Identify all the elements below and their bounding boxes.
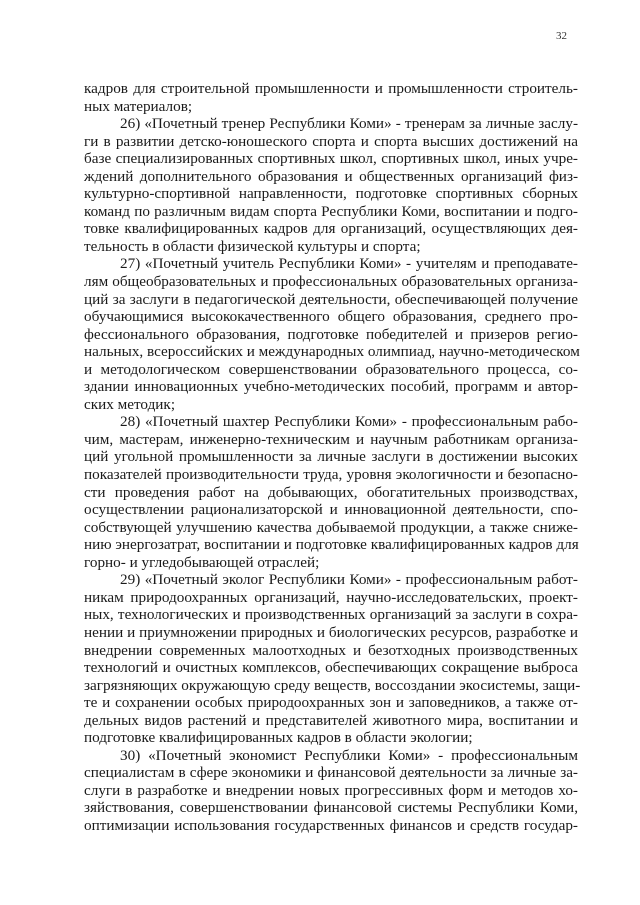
text-line: технологий и очистных комплексов, обеспечивающих сокращение выброса [84,659,578,677]
text-line: загрязняющих окружающую среду веществ, воссоздании экосистемы, защи- [84,676,581,694]
text-line: ских методик; [84,395,176,413]
text-line: ждений дополнительного образования и общественных организаций физ- [84,167,578,185]
text-line: обучающимися высококачественного общего образования, среднего про- [84,308,578,326]
text-line: собствующей улучшению качества добываемой продукции, а также сниже- [84,518,578,536]
text-line: нию энергозатрат, воспитании и подготовке квалифицированных кадров для [84,536,579,554]
text-line: ги в развитии детско-юношеского спорта и спорта высших достижений на [84,132,578,150]
text-line: фессионального образования, подготовке победителей и призеров регио- [84,325,578,343]
text-line: ных, технологических и производственных организаций за заслуги в сохра- [84,606,578,624]
page-number: 32 [556,30,567,42]
text-line: осуществлении рационализаторской и инновационной деятельности, спо- [84,501,578,519]
text-line: показателей производительности труда, уровня экологичности и безопасно- [84,466,578,484]
text-line: товке квалифицированных кадров для организаций, осуществляющих дея- [84,220,578,238]
document-body [84,80,581,835]
text-line: ций за заслуги в педагогической деятельности, обеспечивающей получение [84,290,578,308]
text-line: дельных видов растений и представителей животного мира, воспитании и [84,711,578,729]
text-line: подготовке квалифицированных кадров в области экологии; [84,729,473,747]
text-line: здании инновационных учебно-методических пособий, программ и автор- [84,378,578,396]
text-line: никам природоохранных организаций, научно-исследовательских, проект- [84,588,578,606]
text-line: нении и приумножении природных и биологических ресурсов, разработке и [84,623,578,641]
text-line: чим, мастерам, инженерно-техническим и научным работникам организа- [84,430,578,448]
text-line: те и сохранении особых природоохранных зон и заповедников, а также от- [84,694,578,712]
text-line: и методологическом совершенствовании образовательного процесса, со- [84,360,578,378]
paragraph-first-line: 28) «Почетный шахтер Республики Коми» - профессиональным рабо- [120,413,578,431]
text-line: ций угольной промышленности за личные заслуги в достижении высоких [84,448,578,466]
paragraph-first-line: 26) «Почетный тренер Республики Коми» - тренерам за личные заслу- [120,115,578,133]
text-line: сти проведения работ на добывающих, обогатительных производствах, [84,483,578,501]
text-line: нальных, всероссийских и международных олимпиад, научно-методическом [84,343,580,361]
text-line: команд по различным видам спорта Республики Коми, воспитании и подго- [84,202,578,220]
paragraph-first-line: 29) «Почетный эколог Республики Коми» - профессиональным работ- [120,571,578,589]
paragraph-first-line: 27) «Почетный учитель Республики Коми» - учителям и преподавате- [120,255,578,273]
text-line: базе специализированных спортивных школ, спортивных школ, иных учре- [84,150,578,168]
text-line: горно- и угледобывающей отраслей; [84,553,320,571]
text-line: тельность в области физической культуры и спорта; [84,237,421,255]
paragraph-first-line: 30) «Почетный экономист Республики Коми» - профессиональным [120,746,578,764]
text-line: оптимизации использования государственных финансов и средств государ- [84,816,578,834]
text-line: лям общеобразовательных и профессиональных образовательных организа- [84,273,578,291]
text-line: ных материалов; [84,97,193,115]
text-line: специалистам в сфере экономики и финансовой деятельности за личные за- [84,764,578,782]
text-line: зяйствования, совершенствовании финансовой системы Республики Коми, [84,799,578,817]
text-line: культурно-спортивной направленности, подготовке спортивных сборных [84,185,578,203]
text-line: кадров для строительной промышленности и промышленности строитель- [84,80,578,97]
text-line: слуги в разработке и внедрении новых прогрессивных форм и методов хо- [84,781,578,799]
text-line: внедрении современных малоотходных и безотходных производственных [84,641,578,659]
